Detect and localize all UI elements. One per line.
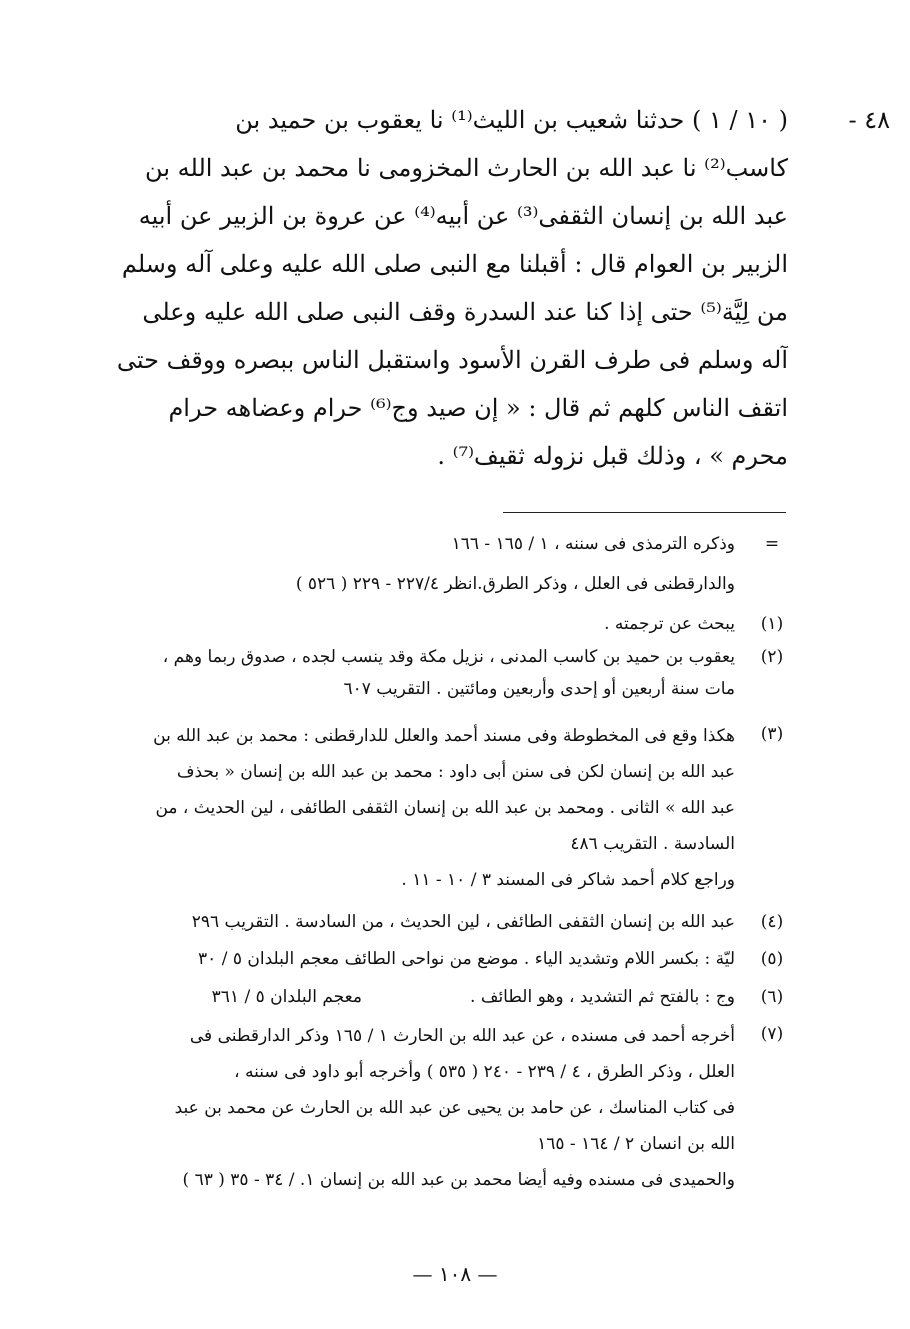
hadith-line: الزبير بن العوام قال : أقبلنا مع النبى صلى الله عليه وعلى آله وسلم (121, 250, 788, 278)
footnote-line: يبحث عن ترجمته . (604, 614, 735, 634)
hadith-line: من لِيَّة⁽⁵⁾ حتى إذا كنا عند السدرة وقف النبى صلى الله عليه وعلى (142, 298, 788, 326)
hadith-line: اتقف الناس كلهم ثم قال : « إن صيد وج⁽⁶⁾ حرام وعضاهه حرام (168, 394, 788, 422)
footnote-marker: (٣) (760, 724, 784, 744)
footnote-line: وراجع كلام أحمد شاكر فى المسند ٣ / ١٠ - ١١ . (401, 870, 735, 890)
footnote-separator (503, 512, 786, 513)
footnote-line: عبد الله بن إنسان الثقفى الطائفى ، لين الحديث ، من السادسة . التقريب ٢٩٦ (191, 912, 735, 932)
footnote-0 (85, 528, 735, 600)
footnote-line: السادسة . التقريب ٤٨٦ (570, 834, 735, 854)
footnote-line: فى كتاب المناسك ، عن حامد بن يحيى عن عبد الله بن الحارث عن محمد بن عبد (174, 1098, 735, 1118)
footnote-2 (85, 641, 735, 705)
footnote-line: وج : بالفتح ثم التشديد ، وهو الطائف . معجم البلدان ٥ / ٣٦١ (211, 987, 735, 1007)
footnote-line: هكذا وقع فى المخطوطة وفى مسند أحمد والعلل للدارقطنى : محمد بن عبد الله بن (153, 726, 735, 746)
hadith-line: آله وسلم فى طرف القرن الأسود واستقبل الناس ببصره ووقف حتى (116, 346, 788, 374)
footnote-marker: = (764, 534, 780, 554)
footnote-line: مات سنة أربعين أو إحدى وأربعين ومائتين . التقريب ٦٠٧ (343, 679, 735, 699)
page-number: — ١٠٨ — (412, 1262, 498, 1286)
footnote-line: والدارقطنى فى العلل ، وذكر الطرق.انظر ٢٢٧/٤ - ٢٢٩ ( ٥٢٦ ) (295, 574, 735, 594)
footnote-4 (85, 906, 735, 938)
hadith-line: ( ١٠ / ١ ) حدثنا شعيب بن الليث⁽¹⁾ نا يعقوب بن حميد بن (235, 106, 788, 134)
footnote-3 (85, 718, 735, 898)
footnote-7 (85, 1018, 735, 1198)
hadith-line: كاسب⁽²⁾ نا عبد الله بن الحارث المخزومى نا محمد بن عبد الله بن (145, 154, 788, 182)
footnote-marker: (١) (760, 614, 784, 634)
footnote-line: ليّة : بكسر اللام وتشديد الياء . موضع من نواحى الطائف معجم البلدان ٥ / ٣٠ (198, 949, 735, 969)
footnote-line: عبد الله بن إنسان لكن فى سنن أبى داود : محمد بن عبد الله بن إنسان « بحذف (176, 762, 735, 782)
hadith-line: عبد الله بن إنسان الثقفى⁽³⁾ عن أبيه⁽⁴⁾ عن عروة بن الزبير عن أبيه (138, 202, 788, 230)
hadith-line: محرم » ، وذلك قبل نزوله ثقيف⁽⁷⁾ . (437, 442, 788, 470)
footnote-marker: (٥) (760, 949, 784, 969)
footnote-line: الله بن انسان ٢ / ١٦٤ - ١٦٥ (537, 1134, 735, 1154)
hadith-text (88, 96, 788, 480)
footnote-6 (85, 981, 735, 1013)
footnote-line: عبد الله » الثانى . ومحمد بن عبد الله بن إنسان الثقفى الطائفى ، لين الحديث ، من (155, 798, 735, 818)
footnote-marker: (٦) (760, 987, 784, 1007)
footnote-line: وذكره الترمذى فى سننه ، ١ / ١٦٥ - ١٦٦ (451, 534, 735, 554)
footnote-marker: (٤) (760, 912, 784, 932)
footnote-line: العلل ، وذكر الطرق ، ٤ / ٢٣٩ - ٢٤٠ ( ٥٣٥ ) وأخرجه أبو داود فى سننه ، (234, 1062, 735, 1082)
footnote-marker: (٧) (760, 1024, 784, 1044)
footnote-line: والحميدى فى مسنده وفيه أيضا محمد بن عبد الله بن إنسان ١. / ٣٤ - ٣٥ ( ٦٣ ) (182, 1170, 735, 1190)
footnote-5 (85, 943, 735, 975)
footnote-line: أخرجه أحمد فى مسنده ، عن عبد الله بن الحارث ١ / ١٦٥ وذكر الدارقطنى فى (189, 1026, 735, 1046)
hadith-number: ٤٨ - (848, 106, 890, 134)
footnote-marker: (٢) (760, 647, 784, 667)
footnote-line: يعقوب بن حميد بن كاسب المدنى ، نزيل مكة وقد ينسب لجده ، صدوق ربما وهم ، (162, 647, 735, 667)
footnote-1 (85, 608, 735, 640)
